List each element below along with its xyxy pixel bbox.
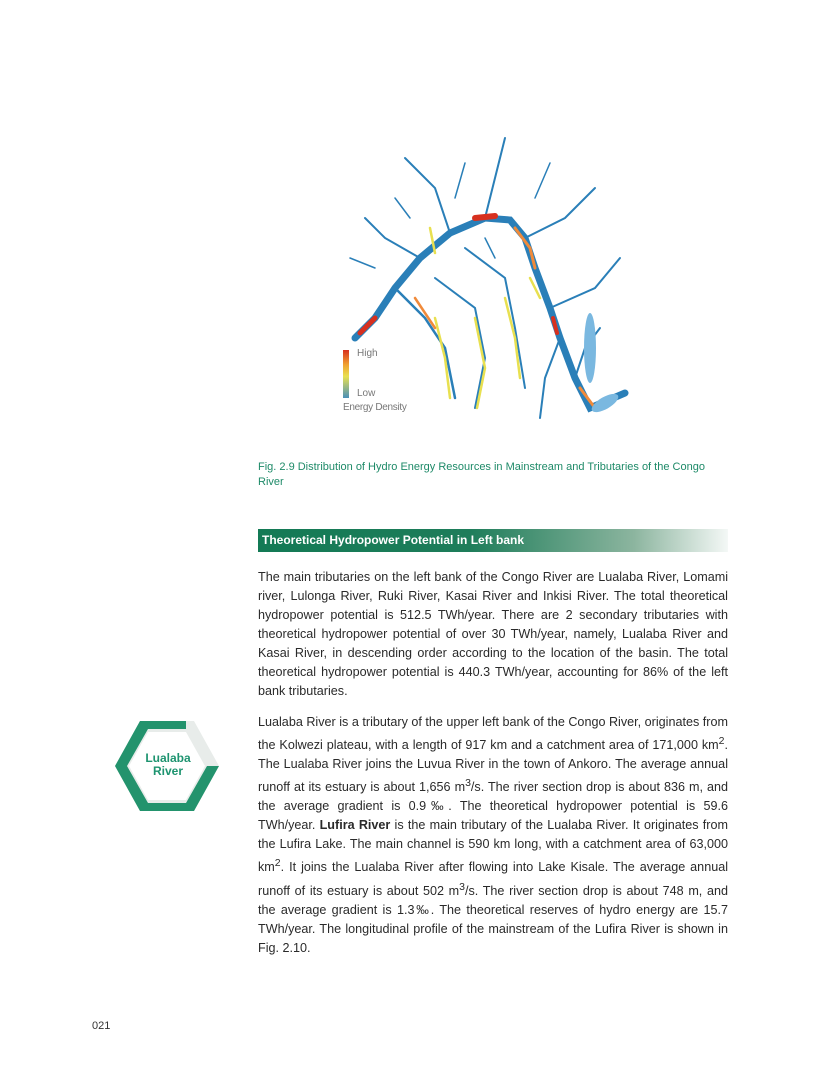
text: /s. The river section drop is about 836 m, and the average gradient is 0.9‰. The theoretical hydropower potential is 59.6 TWh/year. bbox=[258, 780, 728, 833]
page-number: 021 bbox=[92, 1020, 111, 1032]
section-title: Theoretical Hydropower Potential in Left bank bbox=[262, 533, 525, 547]
sidebar-label-line2: River bbox=[152, 764, 184, 778]
figure-caption: Fig. 2.9 Distribution of Hydro Energy Resources in Mainstream and Tributaries of the Congo River bbox=[258, 461, 705, 488]
legend-high-label: High bbox=[357, 348, 378, 359]
superscript: 2 bbox=[718, 735, 725, 747]
text: Lualaba River is a tributary of the upper left bank of the Congo River, originates from the Kolwezi plateau, with a length of 917 km and a catchment area of 171,000 km bbox=[258, 715, 728, 753]
energy-density-color-scale bbox=[343, 350, 349, 398]
legend-title: Energy Density bbox=[343, 402, 407, 413]
sidebar-label bbox=[128, 752, 208, 778]
text: is the main tributary of the Lualaba River. It originates from the Lufira Lake. The main channel is 590 km long, with a catchment area of 63,000 km bbox=[258, 818, 728, 875]
superscript: 3 bbox=[465, 777, 471, 790]
text: /s. The river section drop is about 748 m, and the average gradient is 1.3‰. The theoretical reserves of hydro energy are 15.7 TWh/year. The longitudinal profile of the mainstream of the Lufira River is shown in Fig. 2.10. bbox=[258, 883, 728, 955]
paragraph-left-bank: The main tributaries on the left bank of the Congo River are Lualaba River, Lomami river, Lulonga River, Ruki River, Kasai River and Inkisi River. The total theoretical hydropower potential is 512.5 TWh/year. There are 2 secondary tributaries with theoretical hydropower potential of over 30 TWh/year, namely, Lualaba River and Kasai River, in descending order according to the location of the basin. The total theoretical hydropower potential is 440.3 TWh/year, accounting for 86% of the left bank tributaries. bbox=[258, 570, 728, 698]
text: . The Lualaba River joins the Luvua River in the town of Ankoro. The average annual runoff at its estuary is about 1,656 m bbox=[258, 738, 728, 795]
bold-term: Lufira River bbox=[319, 818, 391, 833]
congo-river-energy-map bbox=[335, 118, 635, 443]
superscript: 2 bbox=[274, 857, 281, 870]
legend-low-label: Low bbox=[357, 388, 376, 399]
text: . It joins the Lualaba River after flowing into Lake Kisale. The average annual runoff of its estuary is about 502 m bbox=[258, 860, 728, 898]
section-header bbox=[258, 529, 728, 552]
paragraph-lualaba bbox=[258, 713, 728, 958]
sidebar-label-line1: Lualaba bbox=[145, 751, 191, 765]
superscript: 3 bbox=[459, 880, 465, 893]
